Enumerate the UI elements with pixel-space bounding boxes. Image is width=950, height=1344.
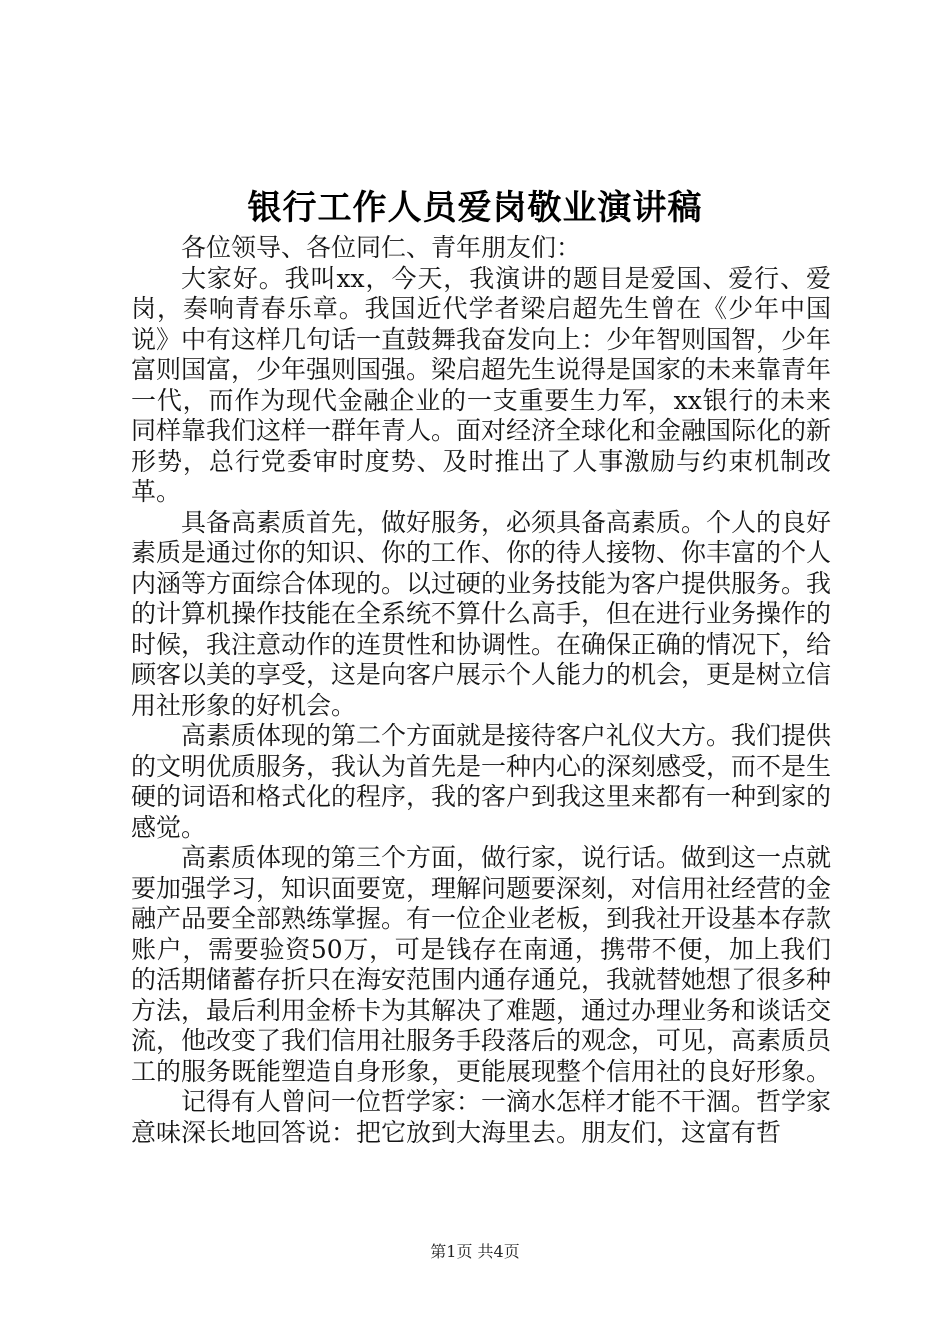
page-footer: 第1页 共4页: [430, 1242, 520, 1261]
salutation-paragraph: 各位领导、各位同仁、青年朋友们：: [181, 233, 582, 262]
body-paragraph: 高素质体现的第三个方面，做行家，说行话。做到这一点就要加强学习，知识面要宽，理解问题要深刻，对信用社经营的金融产品要全部熟练掌握。有一位企业老板，到我社开设基本存款账户，需要验资50万，可是钱存在南通，携带不便，加上我们的活期储蓄存折只在海安范围内通存通兑，我就替她想了很多种方法，最后利用金桥卡为其解决了难题，通过办理业务和谈话交流，他改变了我们信用社服务手段落后的观念，可见，高素质员工的服务既能塑造自身形象，更能展现整个信用社的良好形象。: [131, 843, 832, 1086]
body-paragraph: 高素质体现的第二个方面就是接待客户礼仪大方。我们提供的文明优质服务，我认为首先是一种内心的深刻感受，而不是生硬的词语和格式化的程序，我的客户到我这里来都有一种到家的感觉。: [131, 721, 832, 842]
document-body: [131, 233, 831, 1148]
body-paragraph: 大家好。我叫xx，今天，我演讲的题目是爱国、爱行、爱岗，奏响青春乐章。我国近代学者梁启超先生曾在《少年中国说》中有这样几句话一直鼓舞我奋发向上：少年智则国智，少年富则国富，少年强则国强。梁启超先生说得是国家的未来靠青年一代，而作为现代金融企业的一支重要生力军，xx银行的未来同样靠我们这样一群年青人。面对经济全球化和金融国际化的新形势，总行党委审时度势、及时推出了人事激励与约束机制改革。: [131, 263, 832, 506]
document-title: 银行工作人员爱岗敬业演讲稿: [247, 188, 703, 228]
body-paragraph: 记得有人曾问一位哲学家：一滴水怎样才能不干涸。哲学家意味深长地回答说：把它放到大海里去。朋友们，这富有哲: [131, 1087, 832, 1147]
body-paragraph: 具备高素质首先，做好服务，必须具备高素质。个人的良好素质是通过你的知识、你的工作、你的待人接物、你丰富的个人内涵等方面综合体现的。以过硬的业务技能为客户提供服务。我的计算机操作技能在全系统不算什么高手，但在进行业务操作的时候，我注意动作的连贯性和协调性。在确保正确的情况下，给顾客以美的享受，这是向客户展示个人能力的机会，更是树立信用社形象的好机会。: [131, 507, 832, 720]
